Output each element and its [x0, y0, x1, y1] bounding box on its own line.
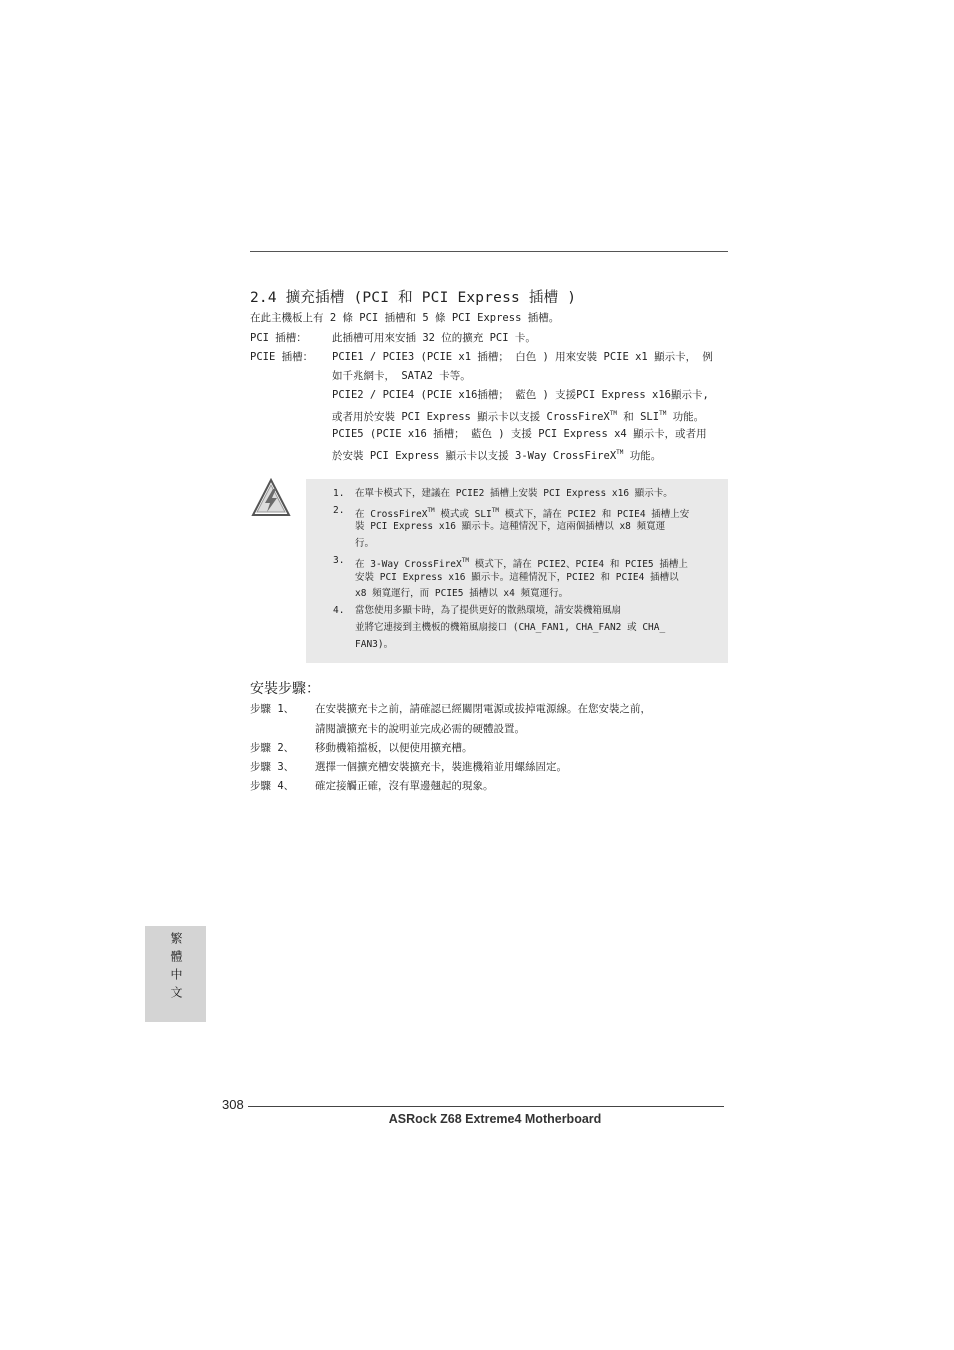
note-text: 裝 PCI Express x16 顯示卡。這種情況下，這兩個插槽以 x8 頻寬運 — [355, 521, 666, 532]
pcie-line: PCIE5 (PCIE x16 插槽； 藍色 ) 支援 PCI Express x4 顯示卡，或者用 — [332, 428, 707, 440]
pcie-label: PCIE 插槽： — [250, 351, 314, 363]
trademark-mark: TM — [659, 410, 667, 417]
step-text: 選擇一個擴充槽安裝擴充卡，裝進機箱並用螺絲固定。 — [315, 761, 567, 773]
note-number: 3. — [333, 555, 345, 566]
pcie-line: 或者用於安裝 PCI Express 顯示卡以支援 CrossFireX™ 和 SLI™ 功能。 — [332, 410, 705, 423]
note-text: x8 頻寬運行，而 PCIE5 插槽以 x4 頻寬運行。 — [355, 588, 569, 599]
pcie-line: 於安裝 PCI Express 顯示卡以支援 3-Way CrossFireX™ 功能。 — [332, 449, 662, 462]
step-label: 步驟 3、 — [250, 761, 295, 773]
note-number: 1. — [333, 488, 345, 499]
step-text: 移動機箱擋板，以便使用擴充槽。 — [315, 742, 473, 754]
pci-text: 此插槽可用來安插 32 位的擴充 PCI 卡。 — [332, 332, 536, 344]
page-number: 308 — [222, 1097, 244, 1112]
note-text: 行。 — [355, 538, 375, 549]
pci-label: PCI 插槽： — [250, 332, 307, 344]
install-title: 安裝步驟： — [250, 681, 320, 697]
step-label: 步驟 4、 — [250, 780, 295, 792]
note-text: FAN3)。 — [355, 639, 394, 650]
note-text: 當您使用多顯卡時，為了提供更好的散熱環境，請安裝機箱風扇 — [355, 605, 622, 616]
trademark-mark: TM — [427, 507, 435, 514]
warning-icon — [250, 478, 292, 518]
step-text: 請閱讀擴充卡的說明並完成必需的硬體設置。 — [315, 723, 525, 735]
language-label: 繁體中文 — [169, 932, 183, 1004]
step-text: 確定接觸正確，沒有單邊翹起的現象。 — [315, 780, 494, 792]
trademark-mark: TM — [491, 507, 499, 514]
note-number: 2. — [333, 505, 345, 516]
pcie-line: PCIE1 / PCIE3 (PCIE x1 插槽； 白色 ) 用來安裝 PCIE x1 顯示卡， 例 — [332, 351, 713, 363]
pcie-line: 如千兆網卡， SATA2 卡等。 — [332, 370, 471, 382]
footer-rule — [248, 1106, 724, 1107]
step-label: 步驟 1、 — [250, 703, 295, 715]
trademark-mark: TM — [461, 557, 469, 564]
note-text: 在 CrossFireX™ 模式或 SLI™ 模式下，請在 PCIE2 和 PCIE4 插槽上安 — [355, 507, 690, 520]
note-number: 4. — [333, 605, 345, 616]
language-side-tab — [145, 926, 206, 1022]
note-text: 在單卡模式下，建議在 PCIE2 插槽上安裝 PCI Express x16 顯示卡。 — [355, 488, 673, 499]
section-title: 2.4 擴充插槽 (PCI 和 PCI Express 插槽 ) — [250, 290, 577, 306]
note-text: 在 3-Way CrossFireX™ 模式下，請在 PCIE2、PCIE4 和 PCIE5 插槽上 — [355, 557, 688, 570]
note-text: 並將它連接到主機板的機箱風扇接口 (CHA_FAN1, CHA_FAN2 或 CHA_ — [355, 622, 666, 633]
step-text: 在安裝擴充卡之前，請確認已經關閉電源或拔掉電源線。在您安裝之前， — [315, 703, 651, 715]
trademark-mark: TM — [609, 410, 617, 417]
note-text: 安裝 PCI Express x16 顯示卡。這種情況下，PCIE2 和 PCIE4 插槽以 — [355, 572, 679, 583]
footer-title: ASRock Z68 Extreme4 Motherboard — [388, 1112, 602, 1126]
pcie-line: PCIE2 / PCIE4 (PCIE x16插槽； 藍色 ) 支援PCI Express x16顯示卡, — [332, 389, 709, 401]
intro-text: 在此主機板上有 2 條 PCI 插槽和 5 條 PCI Express 插槽。 — [250, 312, 560, 324]
trademark-mark: TM — [616, 449, 624, 456]
top-rule — [250, 251, 728, 252]
step-label: 步驟 2、 — [250, 742, 295, 754]
